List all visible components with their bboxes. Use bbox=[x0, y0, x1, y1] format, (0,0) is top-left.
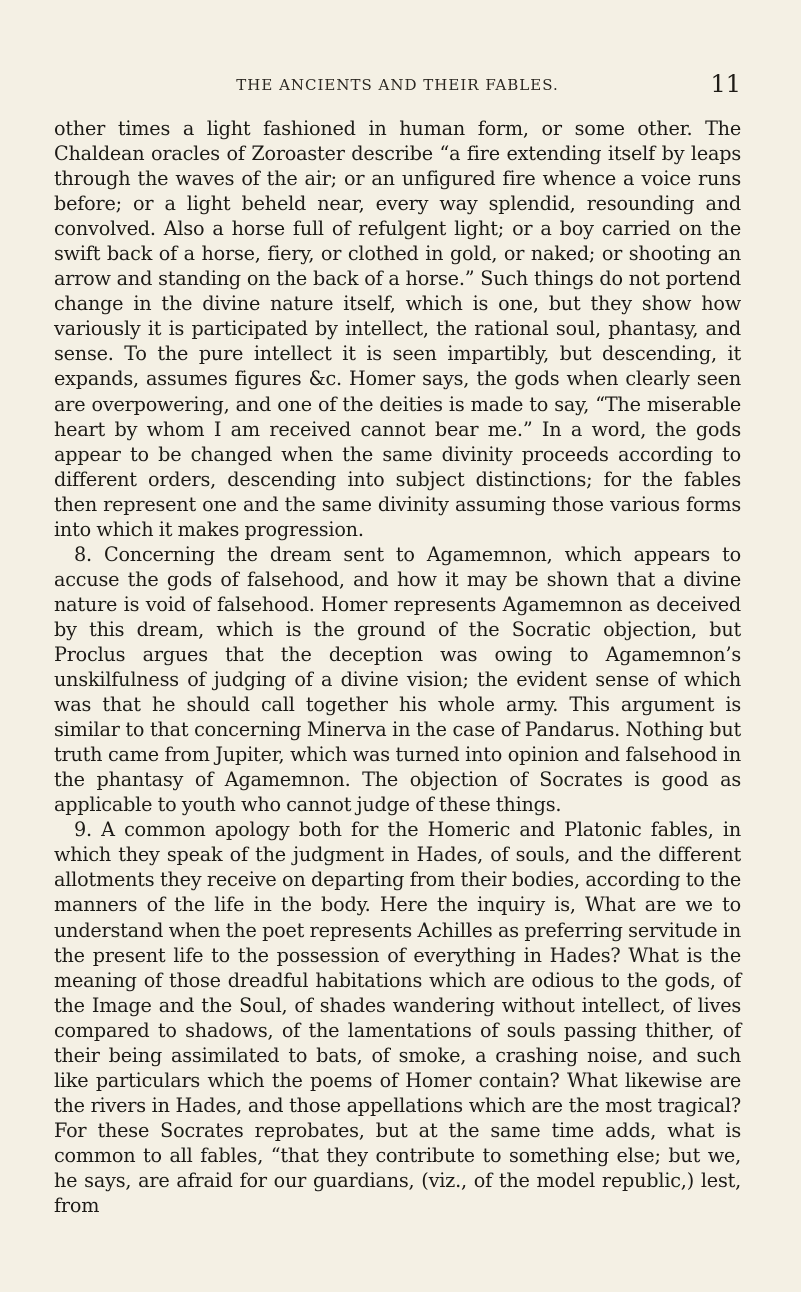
page-number: 11 bbox=[710, 70, 741, 98]
body-text bbox=[54, 116, 741, 1218]
paragraph-continuation: other times a light fashioned in human form, or some other. The Chaldean oracles of Zoroaster describe “a fire extending itself by leaps through the waves of the air; or an unfigured fire whence a voice runs before; or a light beheld near, every way splendid, resounding and convolved. Also a horse full of refulgent light; or a boy carried on the swift back of a horse, fiery, or clothed in gold, or naked; or shooting an arrow and standing on the back of a horse.” Such things do not portend change in the divine nature itself, which is one, but they show how variously it is participated by intellect, the rational soul, phantasy, and sense. To the pure intellect it is seen impartibly, but descending, it expands, assumes figures &c. Homer says, the gods when clearly seen are overpowering, and one of the deities is made to say, “The miserable heart by whom I am received cannot bear me.” In a word, the gods appear to be changed when the same divinity proceeds according to different orders, descending into subject distinctions; for the fables then represent one and the same divinity assuming those various forms into which it makes progression. bbox=[54, 117, 741, 541]
paragraph-section-9: 9. A common apology both for the Homeric and Platonic fables, in which they speak of the judgment in Hades, of souls, and the different allotments they receive on departing from their bodies, according to the manners of the life in the body. Here the inquiry is, What are we to understand when the poet represents Achilles as preferring servitude in the present life to the possession of everything in Hades? What is the meaning of those dreadful habitations which are odious to the gods, of the Image and the Soul, of shades wandering without intellect, of lives compared to shadows, of the lamentations of souls passing thither, of their being assimilated to bats, of smoke, a crashing noise, and such like particulars which the poems of Homer contain? What likewise are the rivers in Hades, and those appellations which are the most tragical? For these Socrates reprobates, but at the same time adds, what is common to all fables, “that they contribute to something else; but we, he says, are afraid for our guardians, (viz., of the model republic,) lest, from bbox=[54, 818, 741, 1218]
running-title: THE ANCIENTS AND THEIR FABLES. bbox=[236, 76, 559, 94]
running-head bbox=[54, 70, 741, 110]
paragraph-section-8: 8. Concerning the dream sent to Agamemnon, which appears to accuse the gods of falsehood, and how it may be shown that a divine nature is void of falsehood. Homer represents Agamemnon as deceived by this dream, which is the ground of the Socratic objection, but Proclus argues that the deception was owing to Agamemnon’s unskilfulness of judging of a divine vision; the evident sense of which was that he should call together his whole army. This argument is similar to that concerning Minerva in the case of Pandarus. Nothing but truth came from Jupiter, which was turned into opinion and falsehood in the phantasy of Agamemnon. The objection of Socrates is good as applicable to youth who cannot judge of these things. bbox=[54, 542, 741, 817]
